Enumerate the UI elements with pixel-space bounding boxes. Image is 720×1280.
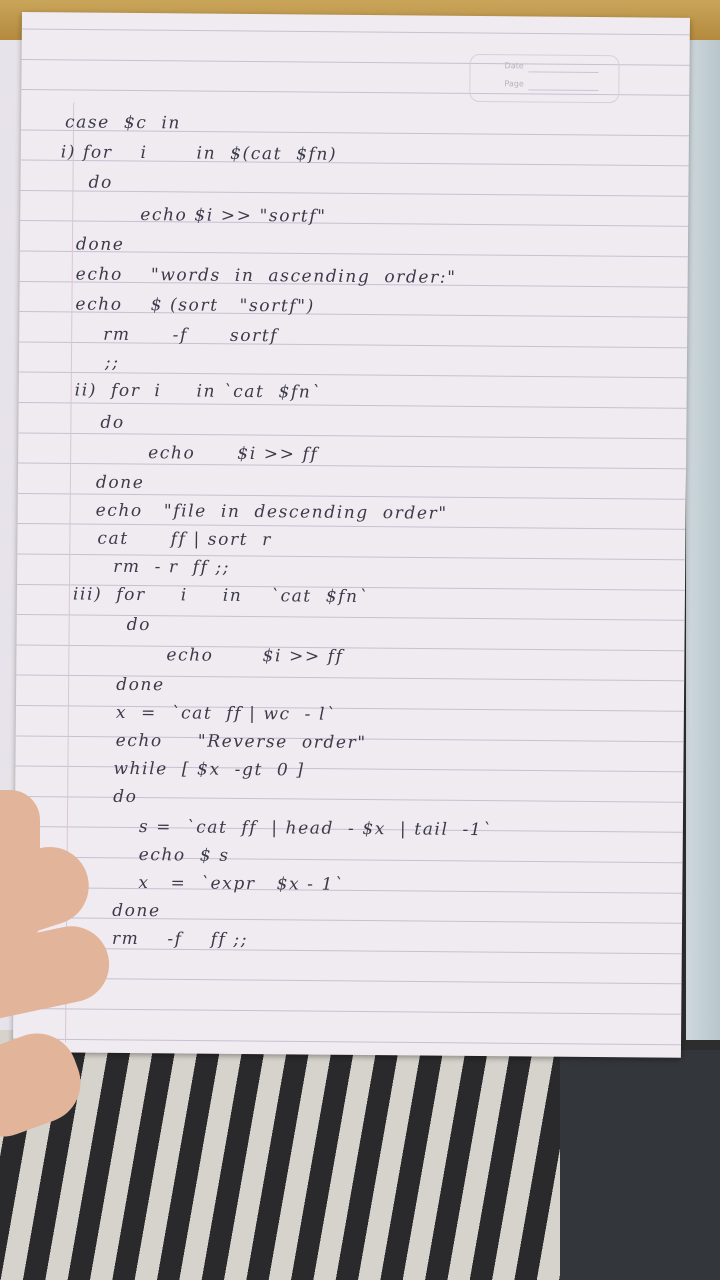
code-line: done (75, 234, 125, 255)
code-line: echo $i >> ff (166, 645, 344, 667)
code-line: do (100, 412, 125, 433)
code-line: do (126, 614, 152, 636)
code-line: ;; (104, 352, 120, 373)
striped-cloth (0, 1030, 560, 1280)
code-line: echo $ s (138, 845, 230, 866)
page-line (528, 89, 598, 91)
date-page-box (469, 54, 619, 103)
page-stack-edge (686, 40, 720, 1040)
code-line: while [ $x -gt 0 ] (113, 758, 305, 781)
dark-bag (540, 1050, 720, 1280)
code-line: rm - r ff ;; (113, 556, 231, 578)
code-line: echo "Reverse order" (115, 730, 367, 754)
code-line: x = `cat ff | wc - l` (115, 702, 337, 725)
notebook-page (13, 12, 690, 1058)
code-line: do (88, 172, 113, 193)
code-line: done (112, 900, 161, 922)
date-line (528, 71, 598, 73)
code-line: echo "file in descending order" (95, 500, 448, 524)
page-label: Page (504, 79, 524, 89)
code-line: ii) for i in `cat $fn` (74, 380, 322, 403)
code-line: echo "words in ascending order:" (75, 264, 457, 288)
code-line: iii) for i in `cat $fn` (72, 584, 369, 608)
code-line: do (113, 786, 138, 808)
code-line: echo $ (sort "sortf") (75, 294, 315, 317)
date-label: Date (504, 61, 524, 71)
code-line: rm -f sortf (103, 324, 279, 347)
code-line: rm -f ff ;; (111, 928, 249, 951)
code-line: cat ff | sort r (97, 528, 272, 551)
code-line: echo $i >> ff (148, 443, 319, 465)
code-line: x = `expr $x - 1` (138, 873, 345, 895)
code-line: case $c in (64, 112, 182, 134)
code-line: s = `cat ff | head - $x | tail -1` (138, 817, 493, 841)
code-line: echo $i >> "sortf" (140, 205, 327, 227)
code-line: done (95, 472, 145, 494)
code-line: done (116, 674, 165, 696)
code-line: i) for i in $(cat $fn) (60, 142, 338, 165)
